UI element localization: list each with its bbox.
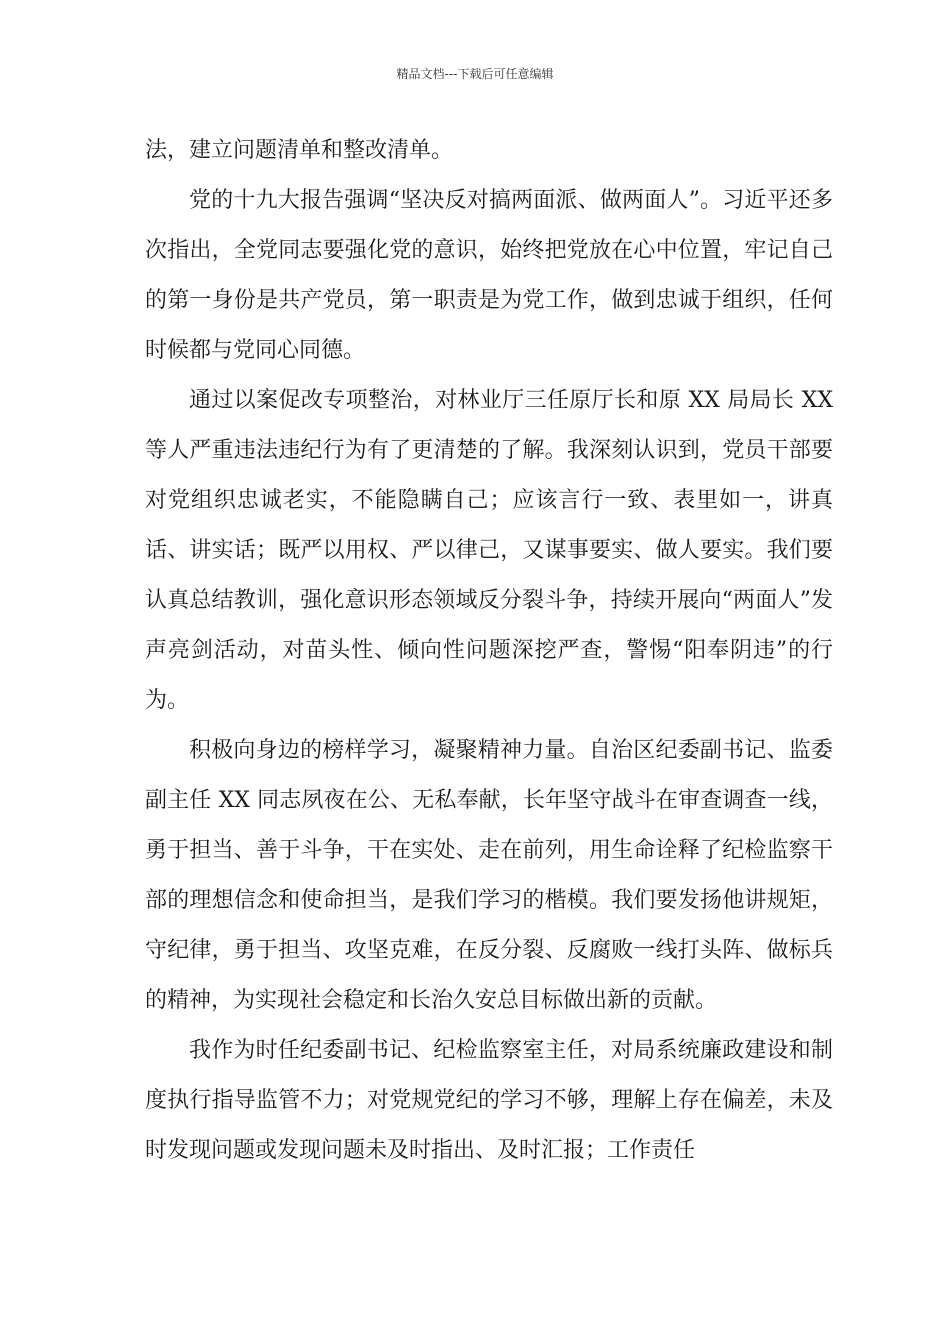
paragraph-2: 党的十九大报告强调“坚决反对搞两面派、做两面人”。习近平还多次指出，全党同志要强化党的意识，始终把党放在心中位置，牢记自己的第一身份是共产党员，第一职责是为党工作，做到忠诚于组织，任何时候都与党同心同德。 [145, 188, 833, 363]
paragraph-3: 通过以案促改专项整治，对林业厅三任原厅长和原 XX 局局长 XX 等人严重违法违纪行为有了更清楚的了解。我深刻认识到，党员干部要对党组织忠诚老实，不能隐瞒自己；应该言行一致、表里如一，讲真话、讲实话；既严以用权、严以律己，又谋事要实、做人要实。我们要认真总结教训，强化意识形态领域反分裂斗争，持续开展向“两面人”发声亮剑活动，对苗头性、倾向性问题深挖严查，警惕“阳奉阴违”的行为。 [145, 388, 833, 713]
paragraph-1: 法，建立问题清单和整改清单。 [145, 138, 454, 163]
document-body [145, 126, 833, 1176]
paragraph-5: 我作为时任纪委副书记、纪检监察室主任，对局系统廉政建设和制度执行指导监管不力；对党规党纪的学习不够，理解上存在偏差，未及时发现问题或发现问题未及时指出、及时汇报；工作责任 [145, 1038, 833, 1163]
page-header: 精品文档---下载后可任意编辑 [396, 67, 554, 81]
paragraph-4: 积极向身边的榜样学习，凝聚精神力量。自治区纪委副书记、监委副主任 XX 同志夙夜在公、无私奉献，长年坚守战斗在审查调查一线，勇于担当、善于斗争，干在实处、走在前列，用生命诠释了纪检监察干部的理想信念和使命担当，是我们学习的楷模。我们要发扬他讲规矩，守纪律，勇于担当、攻坚克难，在反分裂、反腐败一线打头阵、做标兵的精神，为实现社会稳定和长治久安总目标做出新的贡献。 [145, 738, 833, 1013]
